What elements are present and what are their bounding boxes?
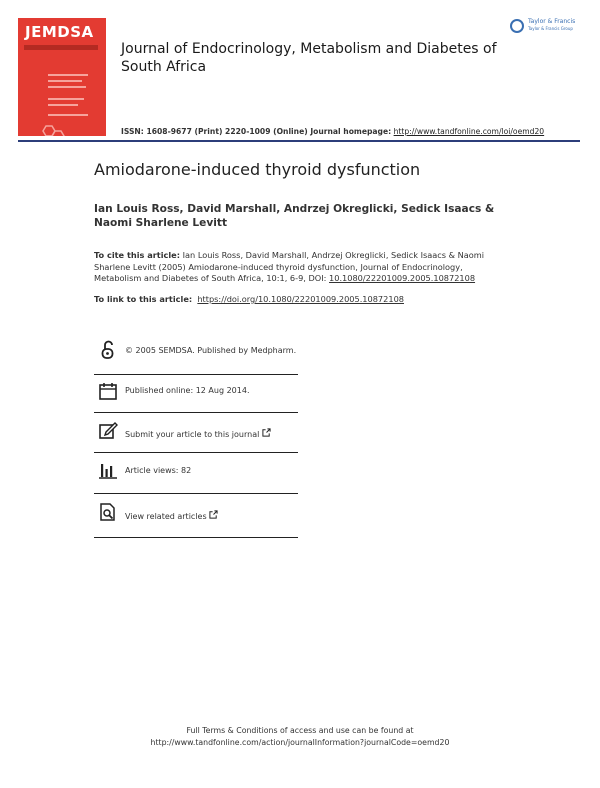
article-views: Article views: 82: [125, 466, 192, 475]
edit-icon: [98, 420, 118, 440]
article-authors: Ian Louis Ross, David Marshall, Andrzej Okreglicki, Sedick Isaacs & Naomi Sharlene Levitt: [94, 203, 495, 229]
journal-cover: [18, 18, 106, 136]
terms-link[interactable]: http://www.tandfonline.com/action/journalInformation?journalCode=oemd20: [150, 737, 450, 747]
published-date: Published online: 12 Aug 2014.: [125, 386, 250, 395]
open-access-icon: [98, 340, 118, 360]
publisher-logo-icon: [510, 19, 524, 33]
related-articles-link[interactable]: View related articles: [125, 510, 218, 521]
article-title: Amiodarone-induced thyroid dysfunction: [94, 160, 421, 179]
journal-title: Journal of Endocrinology, Metabolism and Diabetes of South Africa: [121, 41, 497, 75]
external-link-icon: [262, 428, 271, 437]
external-link-icon: [209, 510, 218, 519]
search-document-icon: [98, 502, 118, 522]
submit-article-link[interactable]: Submit your article to this journal: [125, 428, 271, 439]
doi-link[interactable]: 10.1080/22201009.2005.10872108: [329, 273, 476, 283]
article-url-link[interactable]: https://doi.org/10.1080/22201009.2005.10872108: [197, 294, 404, 304]
footer: Full Terms & Conditions of access and use can be found at http://www.tandfonline.com/action/journalInformation?journalCode=oemd20: [0, 725, 600, 748]
copyright-text: © 2005 SEMDSA. Published by Medpharm.: [125, 346, 297, 355]
calendar-icon: [98, 381, 118, 401]
publisher-logo[interactable]: Taylor & Francis Taylor & Francis Group: [510, 18, 582, 36]
header-rule: [18, 140, 580, 142]
hexagon-icon: [38, 124, 68, 136]
citation: To cite this article: Ian Louis Ross, David Marshall, Andrzej Okreglicki, Sedick Isaacs & Naomi Sharlene Levitt (2005) Amiodarone-induced thyroid dysfunction, Journal of Endocrinology, Metabolism and Diabetes of South Africa, 10:1, 6-9, DOI: 10.1080/22201009.2005.10872108: [94, 250, 485, 283]
journal-homepage-link[interactable]: http://www.tandfonline.com/loi/oemd20: [393, 127, 545, 136]
issn-line: ISSN: 1608-9677 (Print) 2220-1009 (Online) Journal homepage: http://www.tandfonline.com/loi/oemd20: [121, 127, 545, 136]
article-link: To link to this article: https://doi.org/10.1080/22201009.2005.10872108: [94, 294, 404, 304]
cover-title: JEMDSA: [25, 23, 94, 41]
bar-chart-icon: [98, 460, 118, 480]
